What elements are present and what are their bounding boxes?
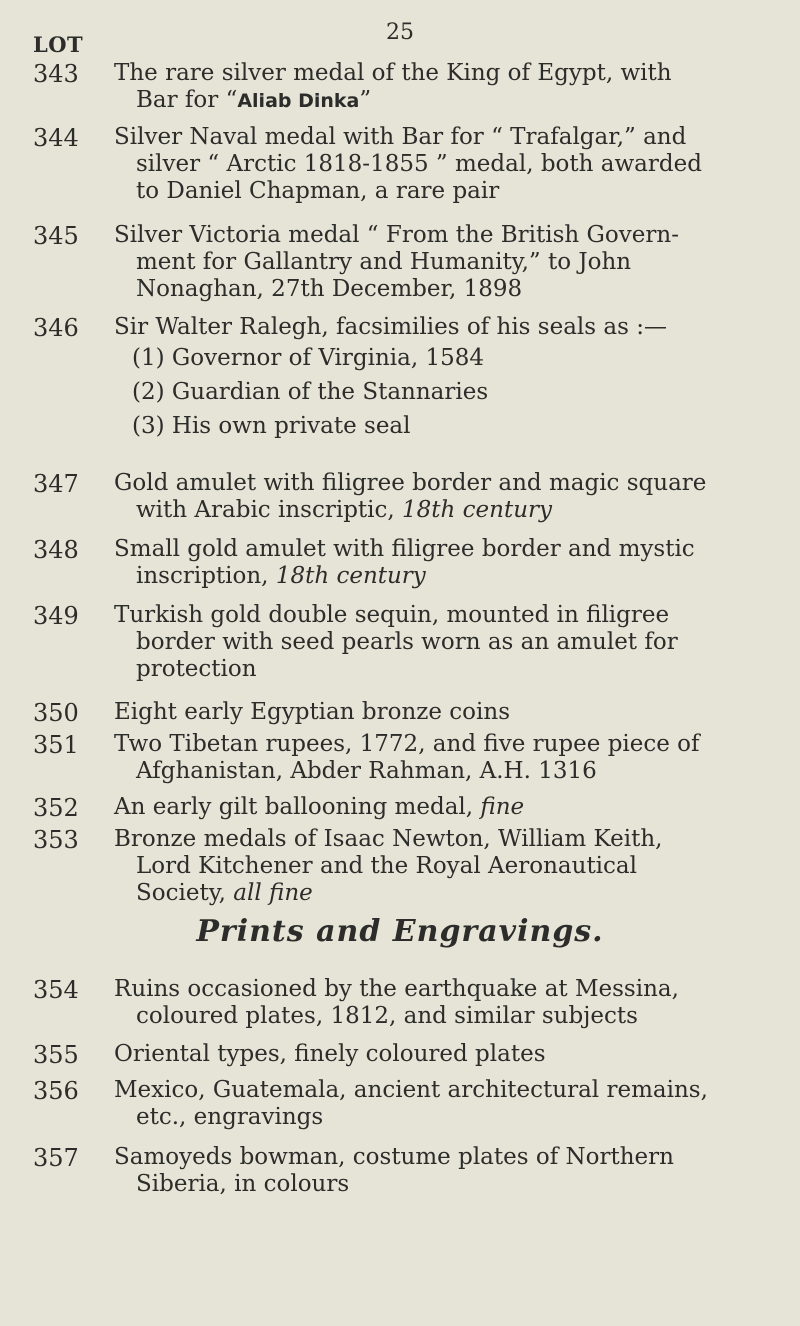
lot-description: Silver Naval medal with Bar for “ Trafalgar,” and silver “ Arctic 1818-1855 ” medal, both awarded to Daniel Chapman, a rare pair <box>114 124 702 204</box>
lot-number: 351 <box>33 731 79 759</box>
lot-description: Oriental types, finely coloured plates <box>114 1041 546 1067</box>
lot-description: Turkish gold double sequin, mounted in filigree border with seed pearls worn as an amulet for protection <box>114 602 678 682</box>
lot-number: 345 <box>33 222 79 250</box>
lot-number: 344 <box>33 124 79 152</box>
lot-description: Small gold amulet with filigree border and mystic inscription, 18th century <box>114 536 695 589</box>
seal-list-item: (2) Guardian of the Stannaries <box>132 379 489 405</box>
lot-number: 352 <box>33 794 79 822</box>
lot-description: Samoyeds bowman, costume plates of Northern Siberia, in colours <box>114 1144 674 1197</box>
lot-number: 356 <box>33 1077 79 1105</box>
lot-number: 346 <box>33 314 79 342</box>
lot-description: The rare silver medal of the King of Egypt, with Bar for “Aliab Dinka” <box>114 60 672 113</box>
lot-number: 354 <box>33 976 79 1004</box>
lot-description: Gold amulet with filigree border and magic square with Arabic inscriptic, 18th century <box>114 470 707 523</box>
bar-name: Aliab Dinka <box>237 90 360 112</box>
page-number: 25 <box>386 20 414 45</box>
lot-description: Two Tibetan rupees, 1772, and five rupee piece of Afghanistan, Abder Rahman, A.H. 1316 <box>114 731 700 784</box>
lot-description: Ruins occasioned by the earthquake at Messina, coloured plates, 1812, and similar subjects <box>114 976 679 1029</box>
lot-column-header: LOT <box>33 32 84 57</box>
lot-description: An early gilt ballooning medal, fine <box>114 794 525 820</box>
lot-description: Sir Walter Ralegh, facsimilies of his seals as :— (1) Governor of Virginia, 1584 (2) Guardian of the Stannaries (3) His own private seal <box>114 314 784 443</box>
lot-number: 343 <box>33 60 79 88</box>
lot-number: 348 <box>33 536 79 564</box>
lot-description: Bronze medals of Isaac Newton, William Keith, Lord Kitchener and the Royal Aeronautical Society, all fine <box>114 826 663 906</box>
lot-number: 355 <box>33 1041 79 1069</box>
lot-number: 347 <box>33 470 79 498</box>
lot-number: 357 <box>33 1144 79 1172</box>
seal-list-item: (1) Governor of Virginia, 1584 <box>132 345 485 371</box>
lot-number: 353 <box>33 826 79 854</box>
lot-description: Mexico, Guatemala, ancient architectural remains, etc., engravings <box>114 1077 708 1130</box>
lot-description: Silver Victoria medal “ From the British Govern- ment for Gallantry and Humanity,” to John Nonaghan, 27th December, 1898 <box>114 222 679 302</box>
lot-number: 349 <box>33 602 79 630</box>
section-heading: Prints and Engravings. <box>196 914 604 949</box>
lot-description: Eight early Egyptian bronze coins <box>114 699 510 725</box>
seal-list-item: (3) His own private seal <box>132 413 411 439</box>
lot-number: 350 <box>33 699 79 727</box>
